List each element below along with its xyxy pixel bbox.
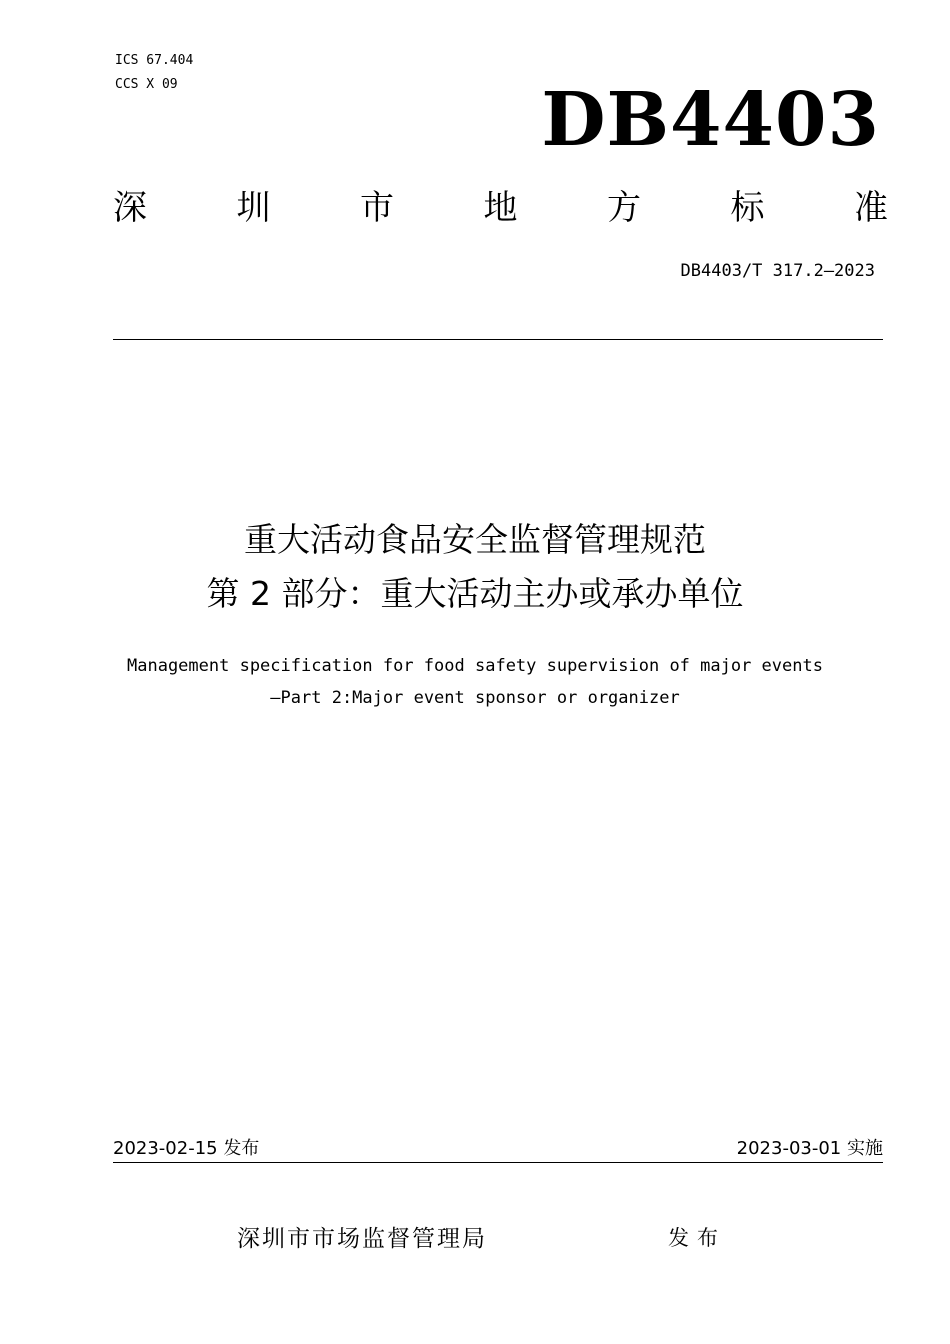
standard-type-char: 地 <box>483 188 518 228</box>
standard-number: DB4403/T 317.2—2023 <box>680 261 875 281</box>
standard-type <box>113 184 888 232</box>
publish-label: 发布 <box>668 1226 726 1250</box>
ics-code: ICS 67.404 <box>115 53 194 68</box>
publisher-name: 深圳市市场监督管理局 <box>237 1226 487 1252</box>
standard-code-logo: DB4403 <box>541 77 880 163</box>
bottom-divider <box>113 1162 883 1163</box>
ccs-code: CCS X 09 <box>115 77 178 92</box>
title-en-line-2: —Part 2:Major event sponsor or organizer <box>270 688 680 708</box>
standard-type-char: 市 <box>360 188 394 228</box>
classification-codes <box>115 49 193 97</box>
standard-type-char: 深 <box>113 188 147 228</box>
title-cn-line-1: 重大活动食品安全监督管理规范 <box>244 520 706 559</box>
top-divider <box>113 339 883 340</box>
standard-type-char: 圳 <box>236 188 271 228</box>
standard-type-char: 标 <box>730 188 765 228</box>
title-en-line-1: Management specification for food safety supervision of major events <box>127 656 823 676</box>
title-cn-line-2: 第 2 部分：重大活动主办或承办单位 <box>206 574 744 613</box>
implementation-date: 2023-03-01 实施 <box>736 1138 883 1159</box>
standard-type-char: 方 <box>607 188 641 228</box>
issue-date: 2023-02-15 发布 <box>113 1138 260 1159</box>
standard-type-char: 准 <box>854 188 888 228</box>
